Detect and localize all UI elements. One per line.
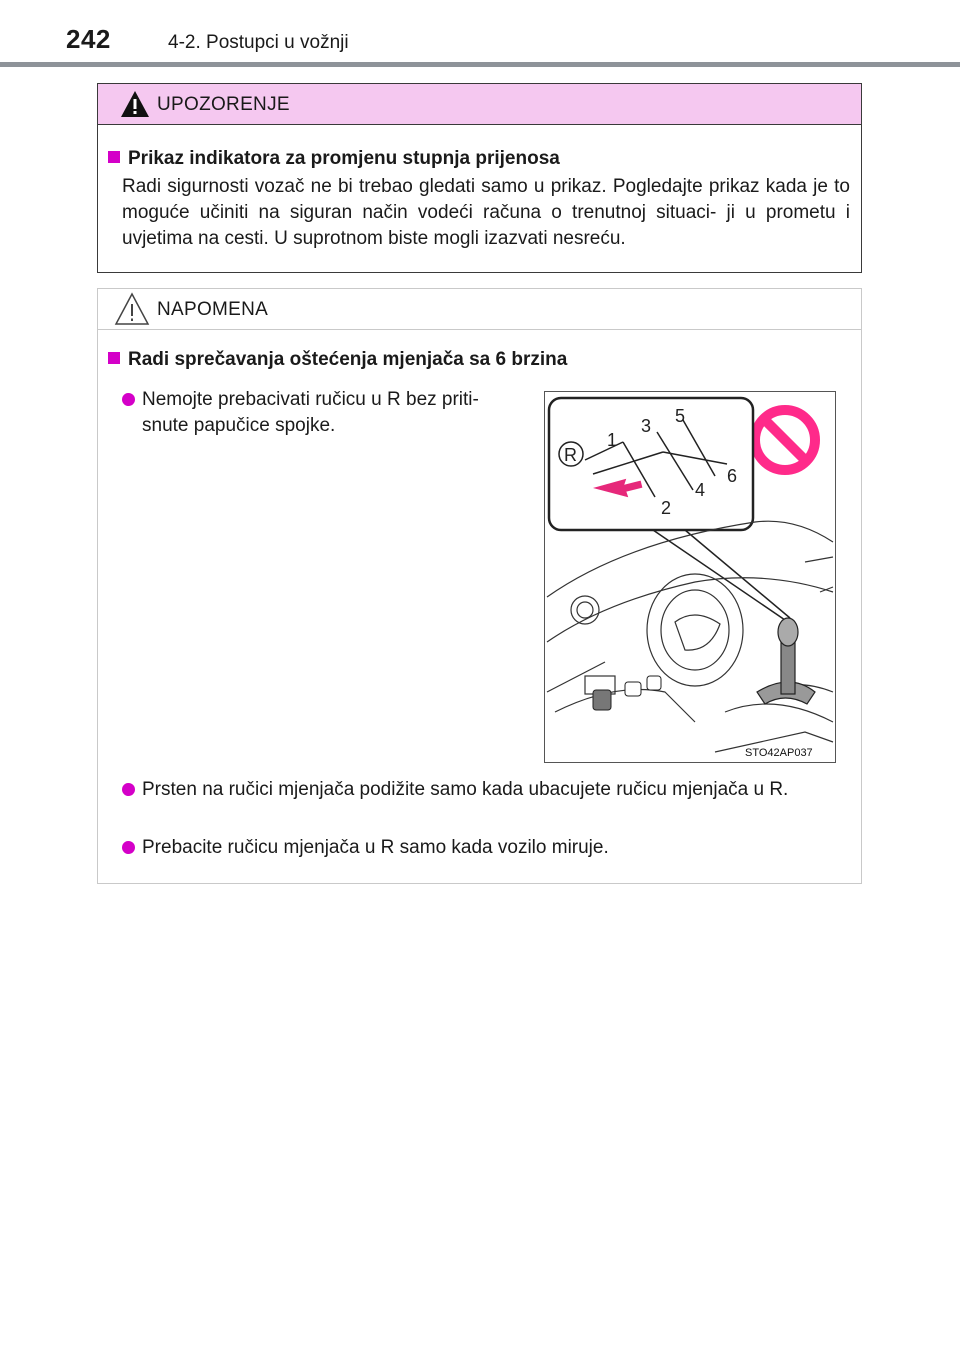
header-rule [0,62,960,67]
gear-label-r: R [564,445,577,465]
notice-heading-row [108,349,567,371]
caution-triangle-icon [114,292,150,331]
figure-caption: STO42AP037 [745,747,813,759]
bullet-dot-icon [122,393,135,406]
warning-body: Radi sigurnosti vozač ne bi trebao gledati samo u prikaz. Pogledajte prikaz kada je to moguće učiniti na siguran način vodeći računa o trenutnoj situaci- ji u prometu i uvjetima na cesti. U suprotnom biste mogli izazvati nesreću. [122,176,850,249]
gear-label-1: 1 [607,430,618,450]
notice-box [97,288,862,884]
warning-header [98,84,861,125]
gear-label-3: 3 [641,416,652,436]
notice-title: NAPOMENA [157,299,269,320]
list-item [122,777,852,803]
warning-heading: Prikaz indikatora za promjenu stupnja prijenosa [128,148,560,169]
page-header [0,0,960,62]
bullet-dot-icon [122,841,135,854]
bullet-text: Prsten na ručici mjenjača podižite samo kada ubacujete ručicu mjenjača u R. [142,779,789,800]
bullet-text: Nemojte prebacivati ručicu u R bez priti- snute papučice spojke. [142,389,479,436]
warning-box [97,83,862,273]
square-bullet-icon [108,151,120,163]
notice-header [98,289,861,330]
warning-title: UPOZORENJE [157,94,290,115]
gear-label-2: 2 [661,498,672,518]
notice-heading: Radi sprečavanja oštećenja mjenjača sa 6 brzina [128,349,568,370]
gear-label-5: 5 [675,406,686,426]
warning-heading-row [108,148,560,170]
section-title: 4-2. Postupci u vožnji [168,32,349,53]
list-item [122,387,522,439]
gearshift-figure [544,391,836,763]
bullet-dot-icon [122,783,135,796]
page-number: 242 [66,24,111,54]
gear-label-4: 4 [695,480,706,500]
list-item [122,835,852,861]
bullet-text: Prebacite ručicu mjenjača u R samo kada vozilo miruje. [142,837,609,858]
square-bullet-icon [108,352,120,364]
prohibited-icon [755,410,815,470]
gear-label-6: 6 [727,466,738,486]
warning-triangle-icon [120,90,150,123]
